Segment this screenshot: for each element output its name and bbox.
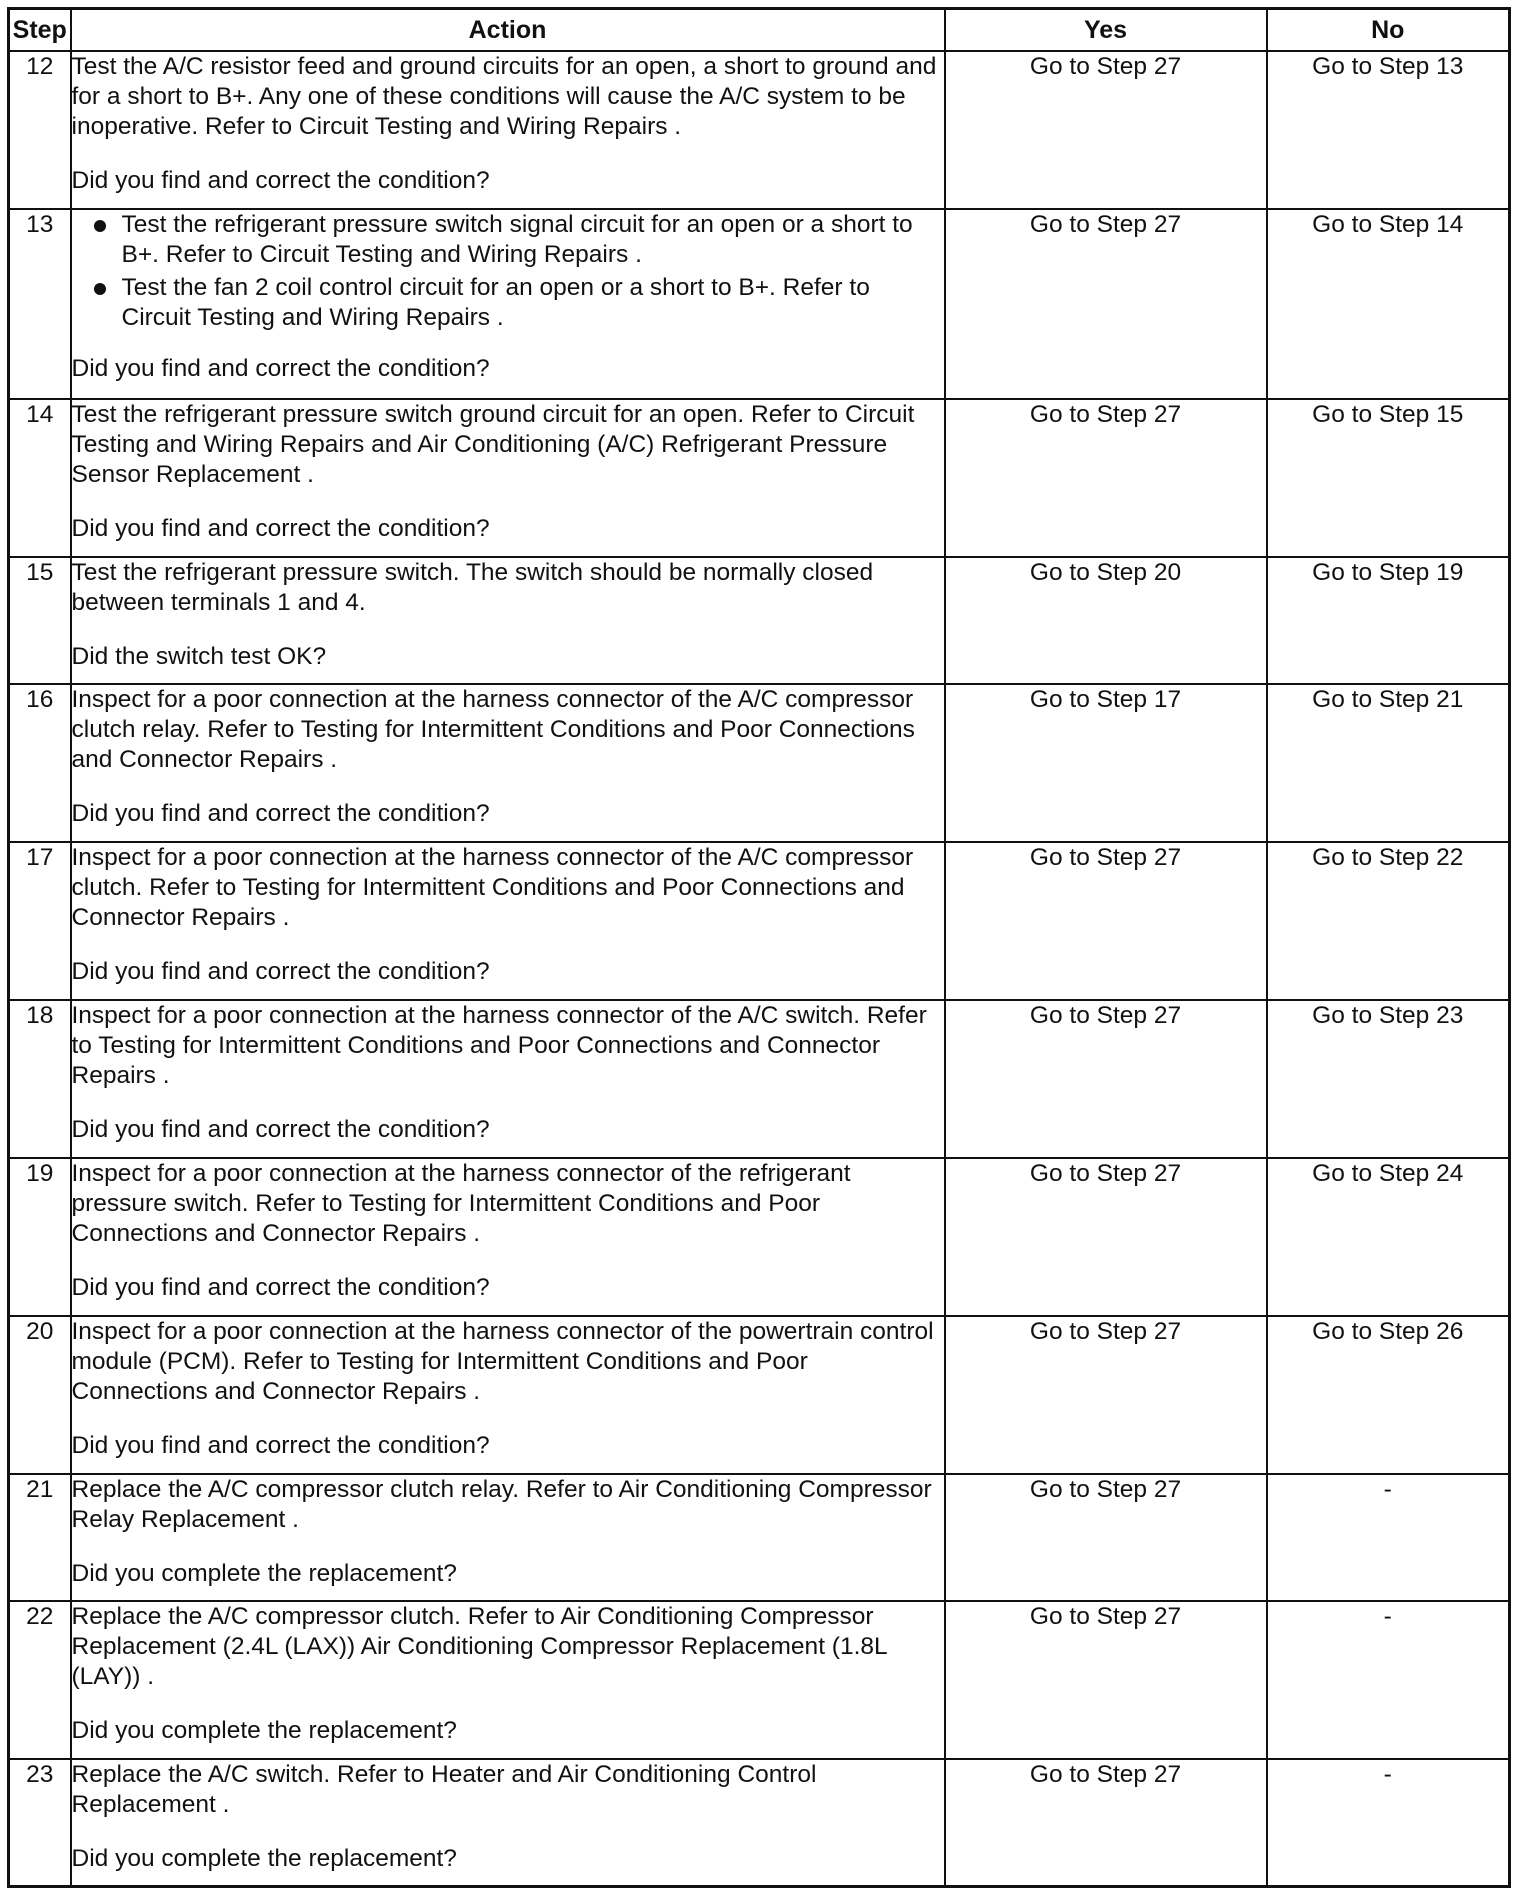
step-number: 22 — [9, 1601, 71, 1759]
action-cell — [71, 684, 945, 842]
step-number: 14 — [9, 399, 71, 557]
action-question: Did you find and correct the condition? — [71, 515, 490, 542]
action-text: Inspect for a poor connection at the harness connector of the refrigerant pressure switch. Refer to Testing for Intermittent Conditions and Poor Connections and Connector Repairs . — [71, 1160, 851, 1247]
action-text: Test the refrigerant pressure switch. The switch should be normally closed between terminals 1 and 4. — [71, 559, 874, 616]
bullet-icon — [94, 283, 106, 295]
action-cell — [71, 557, 945, 684]
step-number: 23 — [9, 1759, 71, 1886]
step-number: 13 — [9, 209, 71, 399]
table-row — [9, 1601, 1510, 1759]
action-question: Did you complete the replacement? — [71, 1560, 457, 1587]
action-bullet-list — [72, 210, 944, 333]
action-question: Did you find and correct the condition? — [71, 800, 490, 827]
table-row — [9, 1316, 1510, 1474]
action-cell — [71, 1759, 945, 1886]
yes-result: Go to Step 27 — [945, 1474, 1267, 1601]
no-result: Go to Step 21 — [1267, 684, 1510, 842]
table-row — [9, 684, 1510, 842]
table-row — [9, 1000, 1510, 1158]
step-number: 18 — [9, 1000, 71, 1158]
header-yes: Yes — [945, 9, 1267, 52]
action-cell — [71, 1158, 945, 1316]
yes-result: Go to Step 27 — [945, 1601, 1267, 1759]
action-text: Inspect for a poor connection at the harness connector of the A/C switch. Refer to Testing for Intermittent Conditions and Poor Connections and Connector Repairs . — [71, 1002, 927, 1089]
table-row — [9, 51, 1510, 209]
action-text: Replace the A/C compressor clutch relay. Refer to Air Conditioning Compressor Relay Replacement . — [71, 1476, 932, 1533]
action-question: Did you find and correct the condition? — [71, 167, 490, 194]
yes-result: Go to Step 27 — [945, 1759, 1267, 1886]
action-cell — [71, 842, 945, 1000]
action-cell — [71, 209, 945, 399]
action-text: Test the A/C resistor feed and ground circuits for an open, a short to ground and for a short to B+. Any one of these conditions will cause the A/C system to be inoperative. Refer to Circuit Testing and Wiring Repairs . — [71, 53, 937, 140]
action-question: Did you complete the replacement? — [71, 1717, 457, 1744]
action-text: Inspect for a poor connection at the harness connector of the A/C compressor clutch relay. Refer to Testing for Intermittent Conditions and Poor Connections and Connector Repairs . — [71, 686, 915, 773]
action-question: Did the switch test OK? — [71, 643, 327, 670]
bullet-icon — [94, 220, 106, 232]
yes-result: Go to Step 27 — [945, 51, 1267, 209]
no-result: Go to Step 24 — [1267, 1158, 1510, 1316]
step-number: 20 — [9, 1316, 71, 1474]
table-row — [9, 209, 1510, 399]
step-number: 15 — [9, 557, 71, 684]
action-cell — [71, 51, 945, 209]
action-text: Inspect for a poor connection at the harness connector of the powertrain control module (PCM). Refer to Testing for Intermittent Conditions and Poor Connections and Connector Repairs . — [71, 1318, 934, 1405]
no-result: Go to Step 22 — [1267, 842, 1510, 1000]
yes-result: Go to Step 27 — [945, 1158, 1267, 1316]
no-result: - — [1267, 1601, 1510, 1759]
action-cell — [71, 1316, 945, 1474]
step-number: 19 — [9, 1158, 71, 1316]
step-number: 12 — [9, 51, 71, 209]
table-row — [9, 1158, 1510, 1316]
step-number: 21 — [9, 1474, 71, 1601]
no-result: Go to Step 15 — [1267, 399, 1510, 557]
list-item — [72, 210, 944, 270]
action-question: Did you complete the replacement? — [71, 1845, 457, 1872]
no-result: Go to Step 13 — [1267, 51, 1510, 209]
yes-result: Go to Step 27 — [945, 1000, 1267, 1158]
table-row — [9, 557, 1510, 684]
bullet-text: Test the fan 2 coil control circuit for an open or a short to B+. Refer to Circuit Testing and Wiring Repairs . — [121, 274, 870, 331]
action-question: Did you find and correct the condition? — [71, 1116, 490, 1143]
yes-result: Go to Step 27 — [945, 399, 1267, 557]
no-result: Go to Step 26 — [1267, 1316, 1510, 1474]
action-cell — [71, 1000, 945, 1158]
yes-result: Go to Step 27 — [945, 209, 1267, 399]
action-text: Replace the A/C compressor clutch. Refer to Air Conditioning Compressor Replacement (2.4L (LAX)) Air Conditioning Compressor Replacement (1.8L (LAY)) . — [71, 1603, 887, 1690]
action-question: Did you find and correct the condition? — [71, 1432, 490, 1459]
no-result: Go to Step 14 — [1267, 209, 1510, 399]
yes-result: Go to Step 17 — [945, 684, 1267, 842]
yes-result: Go to Step 27 — [945, 1316, 1267, 1474]
action-text: Inspect for a poor connection at the harness connector of the A/C compressor clutch. Refer to Testing for Intermittent Conditions and Poor Connections and Connector Repairs . — [71, 844, 914, 931]
yes-result: Go to Step 27 — [945, 842, 1267, 1000]
diagnostic-table — [7, 7, 1511, 1888]
action-cell — [71, 1601, 945, 1759]
table-row — [9, 399, 1510, 557]
step-number: 16 — [9, 684, 71, 842]
action-question: Did you find and correct the condition? — [71, 355, 490, 382]
no-result: - — [1267, 1759, 1510, 1886]
action-text: Test the refrigerant pressure switch ground circuit for an open. Refer to Circuit Testing and Wiring Repairs and Air Conditioning (A/C) Refrigerant Pressure Sensor Replacement . — [71, 401, 915, 488]
action-question: Did you find and correct the condition? — [71, 958, 490, 985]
header-action: Action — [71, 9, 945, 52]
table-row — [9, 1474, 1510, 1601]
no-result: Go to Step 19 — [1267, 557, 1510, 684]
action-cell — [71, 1474, 945, 1601]
action-cell — [71, 399, 945, 557]
step-number: 17 — [9, 842, 71, 1000]
header-step: Step — [9, 9, 71, 52]
yes-result: Go to Step 20 — [945, 557, 1267, 684]
list-item — [72, 273, 944, 333]
header-row — [9, 9, 1510, 52]
bullet-text: Test the refrigerant pressure switch signal circuit for an open or a short to B+. Refer to Circuit Testing and Wiring Repairs . — [121, 211, 913, 268]
no-result: - — [1267, 1474, 1510, 1601]
action-text: Replace the A/C switch. Refer to Heater and Air Conditioning Control Replacement . — [71, 1761, 817, 1818]
table-row — [9, 1759, 1510, 1886]
table-row — [9, 842, 1510, 1000]
header-no: No — [1267, 9, 1510, 52]
no-result: Go to Step 23 — [1267, 1000, 1510, 1158]
action-question: Did you find and correct the condition? — [71, 1274, 490, 1301]
